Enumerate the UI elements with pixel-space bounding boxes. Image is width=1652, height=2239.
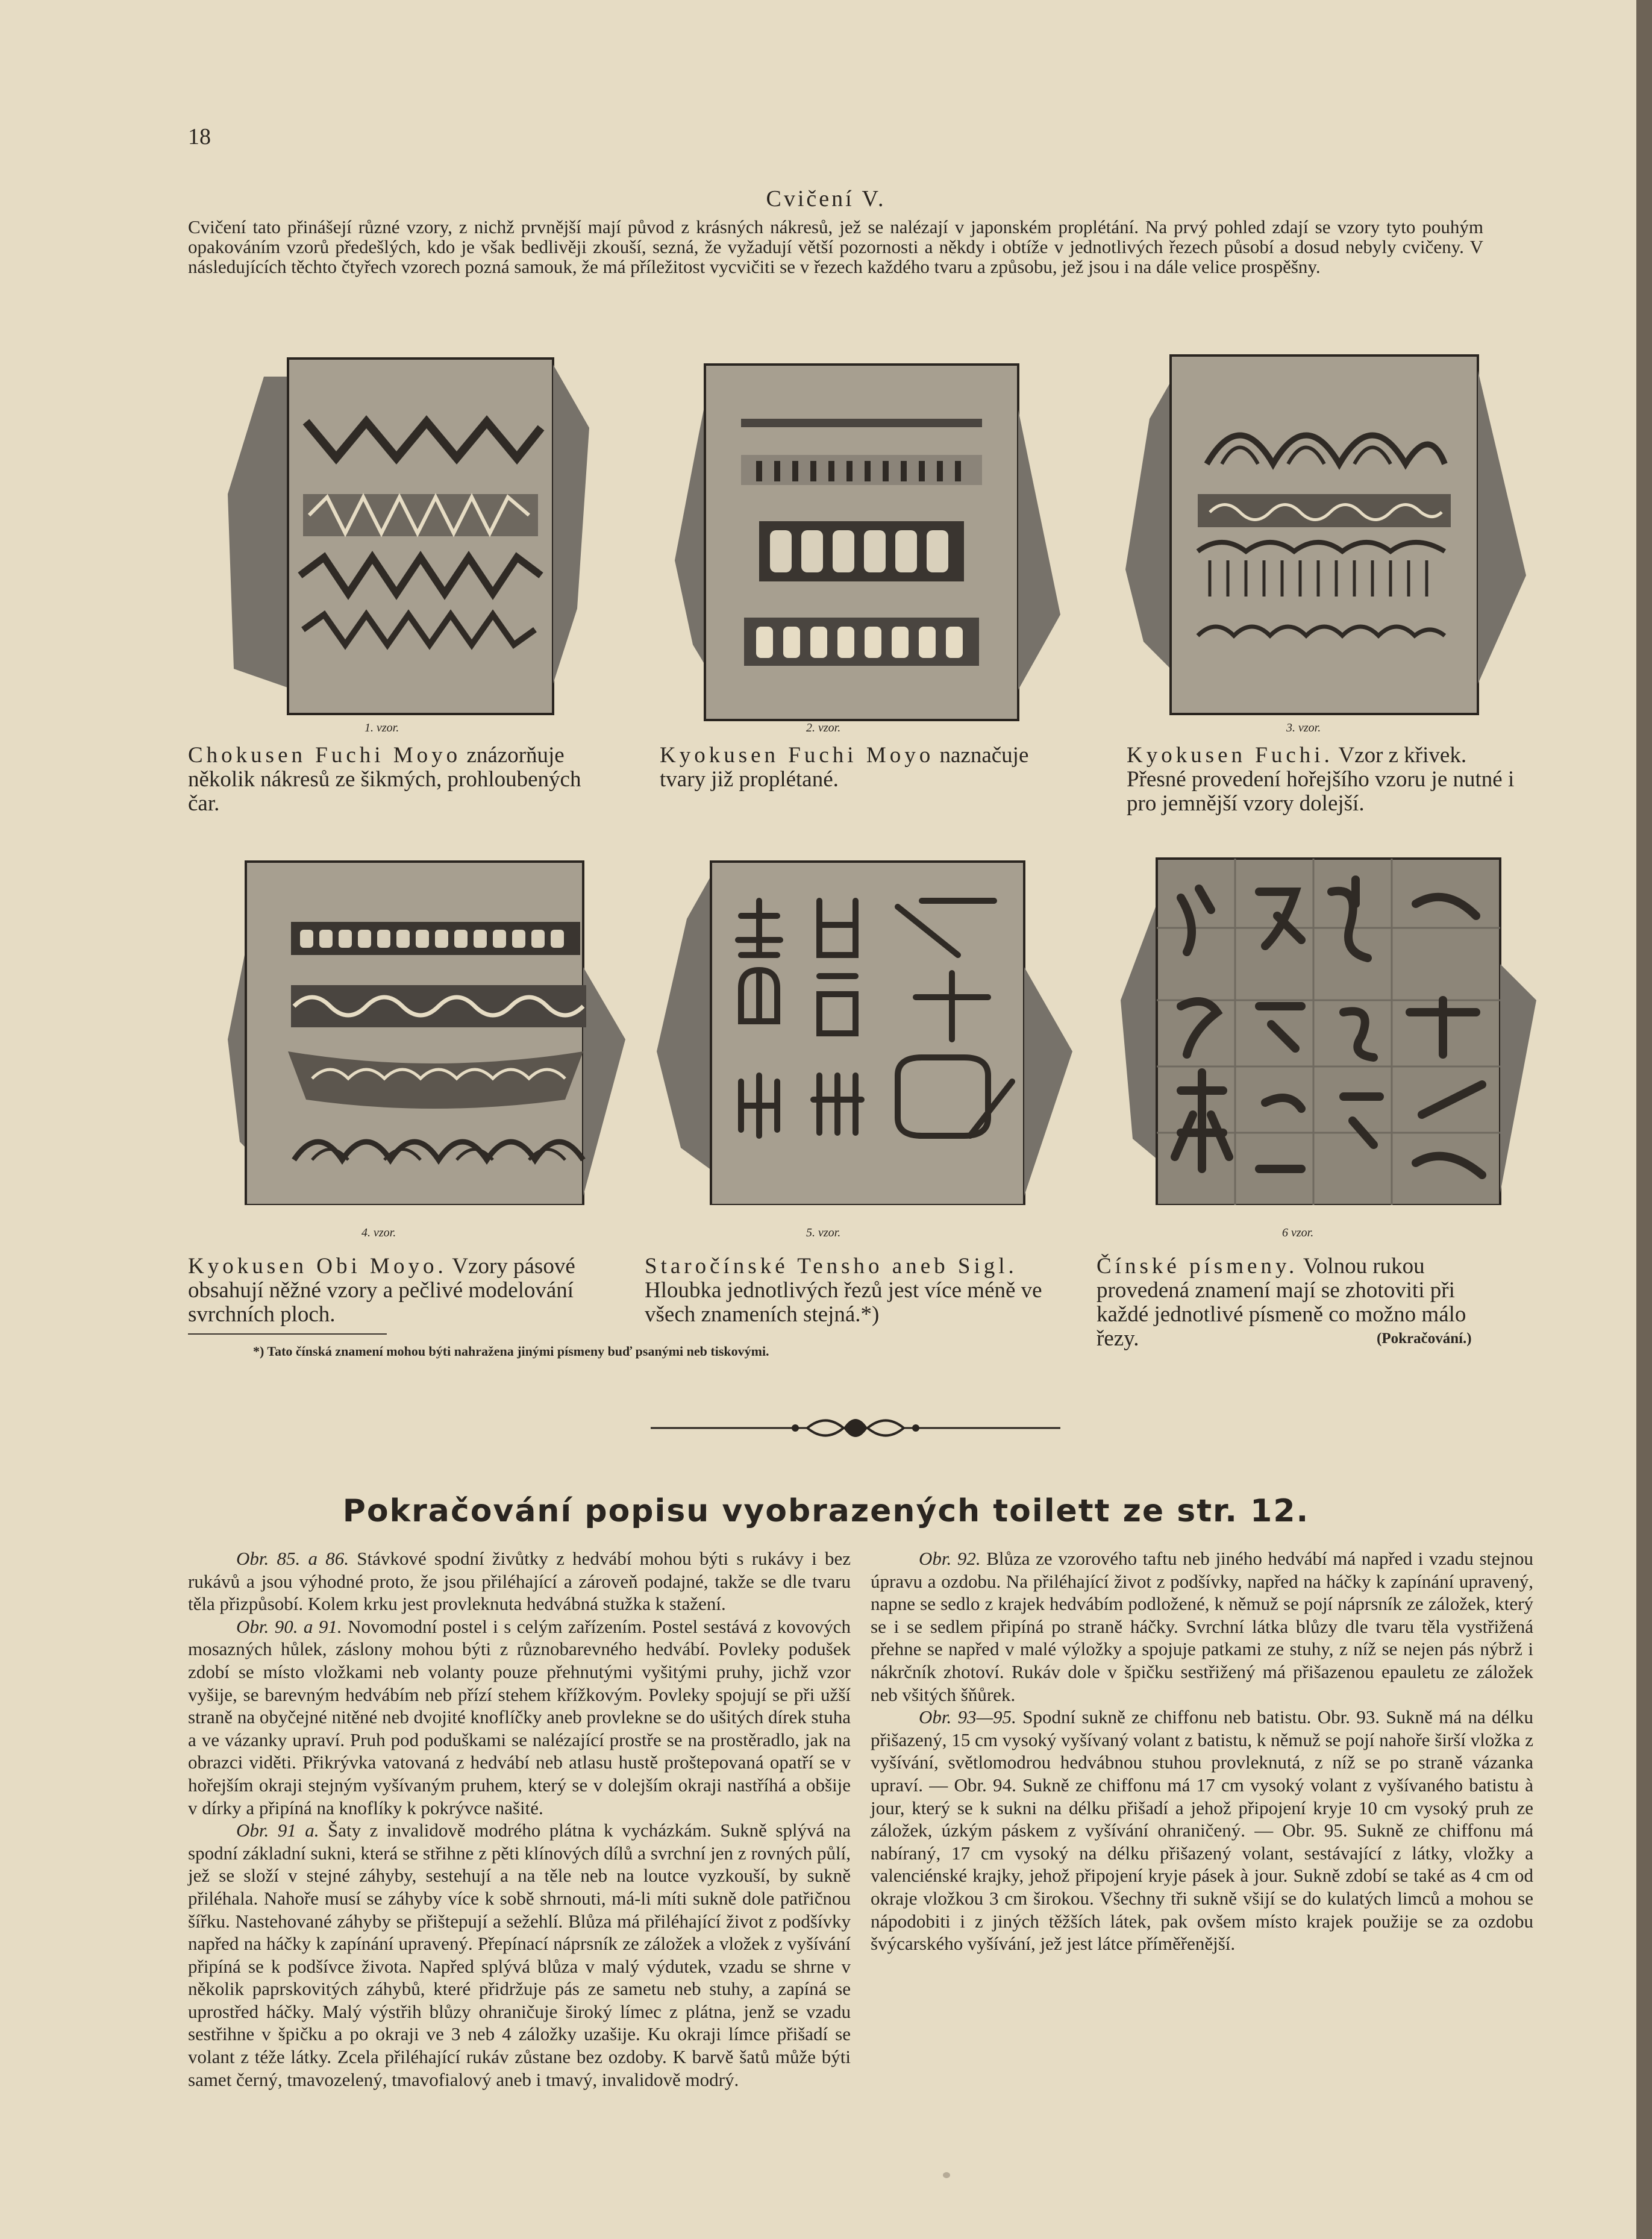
figure-label-6: 6 vzor. [1282, 1226, 1314, 1239]
page-edge [1636, 0, 1652, 2239]
carving-figure-2 [675, 362, 1072, 723]
figure-caption-text-4: Vzory pásové obsahují něžné vzory a pečlivé modelování svrchních ploch. [188, 1254, 575, 1327]
figure-caption-4 [188, 1254, 586, 1327]
footnote-rule [188, 1333, 387, 1335]
footnote: *) Tato čínská znamení mohou býti nahražena jinými písmeny buď psanými neb tiskovými. [253, 1344, 769, 1359]
intro-paragraph: Cvičení tato přinášejí různé vzory, z nichž prvnější mají původ z krásných nákresů, jež se nalézají v japonském proplétání. Na prvý pohled zdají se vzory tyto pouhým opakováním vzorů předešlých, kdo je však bedlivěji zkouší, sezná, že vyžadují větší pozornosti a někdy i obtíže v jednotlivých řezech působí a dosud nebyly cvičeny. V následujících těchto čtyřech vzorech pozná samouk, že má příležitost vycvičiti se v řezech každého tvaru a způsobu, jež jsou i na dále velice prospěšny. [188, 216, 1483, 277]
figure-caption-title-3: Kyokusen Fuchi. [1127, 743, 1333, 768]
figure-caption-title-2: Kyokusen Fuchi Moyo [660, 743, 934, 768]
figure-caption-text-2: naznačuje tvary již proplétané. [660, 743, 1029, 792]
carving-figure-1 [228, 355, 625, 717]
figure-caption-1 [188, 744, 598, 816]
figure-ref-93: Obr. 93—95. [919, 1706, 1016, 1728]
figure-label-2: 2. vzor. [806, 721, 841, 734]
figure-ref-90: Obr. 90. a 91. [236, 1615, 342, 1637]
figure-ref-91a: Obr. 91 a. [236, 1820, 319, 1841]
page-number: 18 [188, 124, 211, 149]
paper-speck [943, 2172, 950, 2178]
figure-caption-title-6: Čínské písmeny. [1097, 1254, 1298, 1279]
figure-caption-text-5: Hloubka jednotlivých řezů jest více méně ve všech znameních stejná.*) [645, 1278, 1042, 1327]
figure-caption-text-3: Vzor z křivek. Přesné provedení hořejšího vzoru je nutné i pro jemnější vzory dolejší. [1127, 743, 1515, 816]
figure-caption-title-5: Staročínské Tensho aneb Sigl. [645, 1254, 1018, 1279]
article-paragraph-1: Obr. 85. a 86. Stávkové spodní živůtky z hedvábí mohou býti s rukávy i bez rukávů a jsou výhodné proto, že jsou přiléhající a zároveň podajné, takže se dle tvaru těla přizpůsobí. Kolem krku jest provleknuta hedvábná stužka k stažení. [188, 1548, 851, 1615]
figure-ref-85: Obr. 85. a 86. [236, 1548, 349, 1569]
article-paragraph-4: Obr. 92. Blůza ze vzorového taftu neb jiného hedvábí má napřed i vzadu stejnou úpravu a ozdobu. Na přiléhající život z podšívky, napřed na háčky k zapínání upravený, napne se sedlo z krajek hedvábím podložené, k němuž se pojí náprsník ze záložek, který se i se sedlem připíná po straně háčky. Svrchní látka blůzy dle tvaru těla vystřižená přehne se napřed v malé výložky a spojuje patkami ze stuhy, z níž se nejen pás nýbrž i nákrčník zhotoví. Rukáv dole v špičku sestřižený má přišazenou epauletu ze záložek neb všitých šňůrek. [871, 1548, 1534, 1705]
article-paragraph-3: Obr. 91 a. Šaty z invalidově modrého plátna k vycházkám. Sukně splývá na spodní základní sukni, která se střihne z pěti klínových dílů a svrchní jen z rovných půlí, jež se složí v stejné záhyby, sestehují a na těle neb na loutce vyzkouší, by sukně přiléhala. Nahoře musí se záhyby více k sobě shrnouti, má-li míti sukně dole patřičnou šířku. Nastehované záhyby se přištepují a sežehlí. Blůza má přiléhající život z podšívky napřed na háčky k zapínání upravený. Přepínací náprsník ze záložek a vložek z vyšívání připíná se k podšívce života. Napřed splývá blůza v malý výdutek, vzadu se shrne v několik paprskovitých záhybů, které přidržuje pás ze sametu neb stuhy, a zapíná se uprostřed háčky. Malý výstřih blůzy ohraničuje široký límec z plátna, jenž se vzadu sestřihne v špičku a po okraji ve 3 neb 4 záložky uzašije. Ku okraji límce přišadí se volant z téže látky. Zcela přiléhající rukáv zůstane bez ozdoby. K barvě šatů může býti samet černý, tmavozelený, tmavofialový aneb i tmavý, invalidově modrý. [188, 1820, 851, 2090]
figure-caption-text-1: znázorňuje několik nákresů ze šikmých, prohloubených čar. [188, 743, 581, 816]
article-column-left [188, 1547, 851, 2091]
figure-caption-2 [660, 744, 1057, 792]
carving-figure-4 [228, 859, 625, 1205]
figure-caption-3 [1127, 744, 1524, 816]
figure-caption-5 [645, 1254, 1054, 1327]
article-title: Pokračování popisu vyobrazených toilett ze str. 12. [342, 1493, 1310, 1529]
figure-caption-title-1: Chokusen Fuchi Moyo [188, 743, 461, 768]
figure-label-5: 5. vzor. [806, 1226, 841, 1239]
section-heading: Cvičení V. [766, 186, 886, 211]
figure-label-3: 3. vzor. [1286, 721, 1321, 734]
figure-label-1: 1. vzor. [365, 721, 399, 734]
article-paragraph-2: Obr. 90. a 91. Novomodní postel i s celým zařízením. Postel sestává z kovových mosazných hůlek, záslony mohou býti z různobarevného hedvábí. Povleky podušek zdobí se místo vložkami neb volanty pouze přehnutými vyšitými pruhy, jichž vzor vyšije, se barevným hedvábím neb přízí stehem křížkovým. Povleky spojují se při užší straně na obyčejné nitěné neb dvojité knoflíčky aneb provlekne se do ušitých dírek stuha a ve vázanky upraví. Pruh pod poduškami se nalézající prostře se na prostěradlo, jak na obrazci viděti. Přikrývka vatovaná z hedvábí neb atlasu hustě proštepovaná opatří se v hořejším okraji stejným vyšívaným pruhem, který se v dolejším okraji nastříhá a obšije v dírky a připíná na knoflíky k pokrývce našité. [188, 1615, 851, 1818]
carving-figure-6 [1121, 856, 1542, 1205]
article-paragraph-5: Obr. 93—95. Spodní sukně ze chiffonu neb batistu. Obr. 93. Sukně má na délku přišazený, 15 cm vysoký vyšívaný volant z batistu, k němuž se pojí nahoře širší vložka z vyšívání, světlomodrou hedvábnou stuhou provleknutá, z níž se po straně vázanka upraví. — Obr. 94. Sukně ze chiffonu má 17 cm vysoký volant z vyšívaného batistu à jour, který se k sukni na délku přišadí a jehož připojení kryje 10 cm vysoký pruh ze záložek, úzkým páskem z vyšívání ohraničený. — Obr. 95. Sukně ze chiffonu má nabíraný, 17 cm vysoký na délku přišazený volant, sestávající z látky, vložky a valenciénské krajky, jehož připojení kryje pásek à jour. Sukně zdobí se také as 4 cm od okraje vložkou 3 cm širokou. Všechny tři sukně všijí se do kulatých limců a mohou se nápodobiti i z jiných těžších látek, pak ovšem místo krajek použije se za ozdobu švýcarského vyšívání, jež jest látce příměřenější. [871, 1706, 1533, 1955]
figure-ref-92: Obr. 92. [919, 1548, 981, 1569]
figure-caption-title-4: Kyokusen Obi Moyo. [188, 1254, 447, 1279]
ornament-divider-icon [651, 1410, 1060, 1446]
continued-note: (Pokračování.) [1377, 1330, 1472, 1347]
figure-caption-text-6: Volnou rukou provedená znamení mají se zhotoviti při každé jednotlivé písmeně co možno málo řezy. [1097, 1254, 1466, 1351]
figure-label-4: 4. vzor. [361, 1226, 396, 1239]
carving-figure-5 [657, 859, 1078, 1205]
carving-figure-3 [1125, 352, 1541, 717]
article-column-right [871, 1547, 1533, 1955]
